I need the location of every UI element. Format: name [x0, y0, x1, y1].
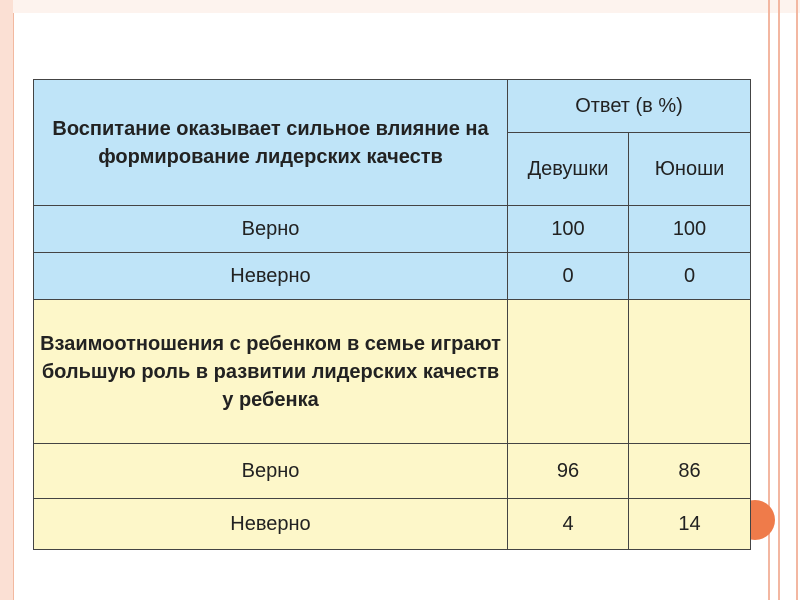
- row-label: Верно: [34, 444, 508, 499]
- empty-cell: [508, 300, 629, 444]
- boys-value: 14: [629, 499, 751, 550]
- question-1-cell: Воспитание оказывает сильное влияние на формирование лидерских качеств: [34, 80, 508, 206]
- table-row: [34, 253, 751, 300]
- question-2-cell: Взаимоотношения с ребенком в семье играют большую роль в развитии лидерских качеств у ребенка: [34, 300, 508, 444]
- boys-value: 86: [629, 444, 751, 499]
- boys-value: 100: [629, 206, 751, 253]
- column-boys-header: Юноши: [629, 133, 751, 206]
- empty-cell: [629, 300, 751, 444]
- table-row: [34, 444, 751, 499]
- question-2-row: [34, 300, 751, 444]
- girls-value: 0: [508, 253, 629, 300]
- row-label: Неверно: [34, 253, 508, 300]
- row-label: Неверно: [34, 499, 508, 550]
- table-header-row: [34, 80, 751, 133]
- slide-left-border: [0, 0, 14, 600]
- table-row: [34, 499, 751, 550]
- slide-top-border: [13, 0, 800, 13]
- answer-header-cell: Ответ (в %): [508, 80, 751, 133]
- row-label: Верно: [34, 206, 508, 253]
- boys-value: 0: [629, 253, 751, 300]
- girls-value: 96: [508, 444, 629, 499]
- girls-value: 4: [508, 499, 629, 550]
- table-row: [34, 206, 751, 253]
- slide-right-border-inner-line: [778, 0, 780, 600]
- survey-table: [33, 79, 751, 550]
- column-girls-header: Девушки: [508, 133, 629, 206]
- girls-value: 100: [508, 206, 629, 253]
